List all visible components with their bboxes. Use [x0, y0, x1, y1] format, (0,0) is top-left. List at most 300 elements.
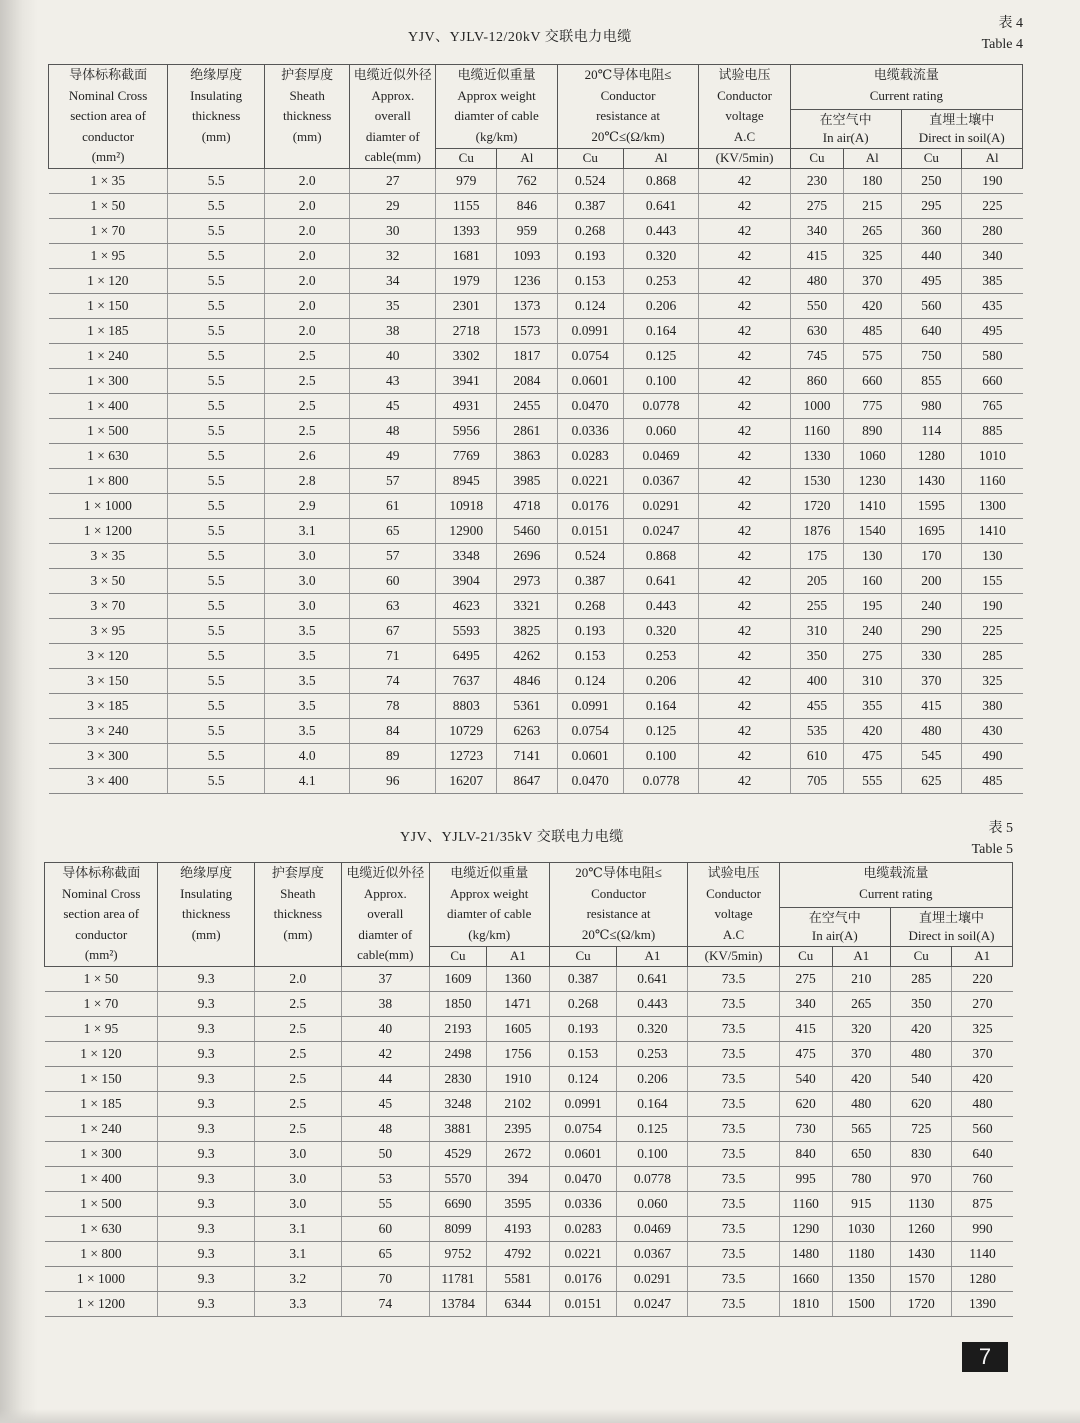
table-row	[49, 518, 1023, 543]
table-cell: 190	[962, 593, 1023, 618]
table4-label	[930, 13, 1023, 55]
table-cell: 73.5	[688, 1241, 779, 1266]
table-cell: 3.0	[254, 1141, 341, 1166]
table-cell: 180	[844, 168, 901, 193]
table-cell: 42	[699, 743, 791, 768]
table-cell: 275	[790, 193, 843, 218]
table-cell: 890	[844, 418, 901, 443]
header-soil-al: A1	[952, 947, 1013, 966]
table-cell: 34	[350, 268, 436, 293]
table-cell: 1010	[962, 443, 1023, 468]
header-test-voltage: 试验电压 Conductor voltage A.C	[688, 863, 779, 947]
table-cell: 10729	[436, 718, 497, 743]
header-sheath-thickness: 护套厚度 Sheath thickness (mm)	[254, 863, 341, 967]
header-weight-al: Al	[497, 149, 558, 168]
table-cell: 5.5	[168, 468, 265, 493]
table-row	[49, 293, 1023, 318]
table-cell: 1 × 150	[45, 1066, 158, 1091]
table-row	[45, 1291, 1013, 1316]
table-cell: 830	[890, 1141, 951, 1166]
table-cell: 1720	[790, 493, 843, 518]
table-cell: 12900	[436, 518, 497, 543]
table-cell: 2.9	[265, 493, 350, 518]
table-cell: 5.5	[168, 543, 265, 568]
table-cell: 2.5	[265, 393, 350, 418]
table-cell: 1 × 500	[49, 418, 168, 443]
table-cell: 0.193	[557, 243, 623, 268]
table-cell: 275	[844, 643, 901, 668]
header-insulating-thickness: 绝缘厚度 Insulating thickness (mm)	[168, 65, 265, 169]
table-cell: 4718	[497, 493, 558, 518]
table-cell: 380	[962, 693, 1023, 718]
table-cell: 340	[779, 991, 832, 1016]
header-cross-section: 导体标称截面 Nominal Cross section area of conductor (mm²)	[45, 863, 158, 967]
table-cell: 73.5	[688, 991, 779, 1016]
table-cell: 495	[962, 318, 1023, 343]
header-resistance-cu: Cu	[557, 149, 623, 168]
table-cell: 61	[350, 493, 436, 518]
table-cell: 0.0601	[557, 743, 623, 768]
table-cell: 71	[350, 643, 436, 668]
table-cell: 640	[952, 1141, 1013, 1166]
header-air-al: Al	[844, 149, 901, 168]
table-cell: 0.641	[617, 966, 688, 991]
header-weight-cu: Cu	[436, 149, 497, 168]
table-cell: 5.5	[168, 318, 265, 343]
table-cell: 130	[962, 543, 1023, 568]
table-cell: 959	[497, 218, 558, 243]
table-cell: 5.5	[168, 418, 265, 443]
header-current-rating: 电缆载流量 Current rating	[779, 863, 1012, 908]
table-cell: 9.3	[158, 1216, 254, 1241]
table-cell: 73.5	[688, 1016, 779, 1041]
table-cell: 660	[962, 368, 1023, 393]
header-air-cu: Cu	[790, 149, 843, 168]
table5-label-en: Table 5	[971, 842, 1013, 857]
table-cell: 0.268	[557, 593, 623, 618]
table-cell: 89	[350, 743, 436, 768]
table-cell: 0.153	[557, 643, 623, 668]
table-cell: 1093	[497, 243, 558, 268]
table-cell: 762	[497, 168, 558, 193]
table-cell: 42	[699, 593, 791, 618]
table-cell: 84	[350, 718, 436, 743]
table-cell: 0.443	[623, 218, 699, 243]
table-cell: 725	[890, 1116, 951, 1141]
table-cell: 57	[350, 468, 436, 493]
table-cell: 5.5	[168, 218, 265, 243]
table-cell: 42	[699, 493, 791, 518]
header-soil-al: Al	[962, 149, 1023, 168]
table-cell: 1 × 240	[45, 1116, 158, 1141]
table-cell: 3 × 400	[49, 768, 168, 793]
table-row	[45, 1141, 1013, 1166]
table-cell: 1573	[497, 318, 558, 343]
header-in-air: 在空气中 In air(A)	[790, 109, 901, 148]
table-cell: 0.253	[617, 1041, 688, 1066]
table-cell: 1 × 50	[49, 193, 168, 218]
table-cell: 3.1	[254, 1216, 341, 1241]
table-cell: 0.0367	[617, 1241, 688, 1266]
table-cell: 3 × 300	[49, 743, 168, 768]
table-cell: 225	[962, 193, 1023, 218]
table-cell: 70	[341, 1266, 429, 1291]
table-cell: 285	[890, 966, 951, 991]
table-cell: 42	[699, 218, 791, 243]
table-row	[45, 1091, 1013, 1116]
table-cell: 240	[844, 618, 901, 643]
table-cell: 0.0176	[549, 1266, 617, 1291]
table-cell: 290	[901, 618, 962, 643]
table-cell: 3.0	[265, 568, 350, 593]
table-cell: 2830	[429, 1066, 486, 1091]
table-cell: 610	[790, 743, 843, 768]
table-cell: 400	[790, 668, 843, 693]
table-cell: 1609	[429, 966, 486, 991]
table-cell: 846	[497, 193, 558, 218]
table-cell: 775	[844, 393, 901, 418]
table-cell: 485	[844, 318, 901, 343]
table-cell: 0.0151	[557, 518, 623, 543]
table-cell: 1 × 500	[45, 1191, 158, 1216]
table-cell: 3863	[497, 443, 558, 468]
table-row	[45, 1066, 1013, 1091]
table-cell: 3.3	[254, 1291, 341, 1316]
table-cell: 27	[350, 168, 436, 193]
table-cell: 5460	[497, 518, 558, 543]
table-cell: 73.5	[688, 1266, 779, 1291]
header-voltage-unit: (KV/5min)	[688, 947, 779, 966]
table-cell: 0.0754	[557, 343, 623, 368]
table-cell: 42	[699, 343, 791, 368]
table-cell: 1350	[832, 1266, 890, 1291]
table-cell: 420	[890, 1016, 951, 1041]
table-cell: 1480	[779, 1241, 832, 1266]
table-cell: 1280	[952, 1266, 1013, 1291]
table-cell: 310	[790, 618, 843, 643]
table-cell: 1 × 800	[45, 1241, 158, 1266]
table-cell: 0.0601	[549, 1141, 617, 1166]
table-cell: 74	[350, 668, 436, 693]
table-cell: 435	[962, 293, 1023, 318]
table-cell: 1 × 35	[49, 168, 168, 193]
table-cell: 385	[962, 268, 1023, 293]
table-cell: 44	[341, 1066, 429, 1091]
table-cell: 1570	[890, 1266, 951, 1291]
table-cell: 0.0367	[623, 468, 699, 493]
table-cell: 42	[699, 368, 791, 393]
table-cell: 0.206	[617, 1066, 688, 1091]
table-cell: 3985	[497, 468, 558, 493]
table-cell: 240	[901, 593, 962, 618]
table-cell: 60	[341, 1216, 429, 1241]
table-row	[49, 468, 1023, 493]
table-cell: 42	[699, 568, 791, 593]
table-cell: 310	[844, 668, 901, 693]
header-weight: 电缆近似重量 Approx weight diamter of cable (kg/km)	[436, 65, 557, 149]
table-cell: 3.5	[265, 718, 350, 743]
table-cell: 620	[890, 1091, 951, 1116]
table-cell: 2301	[436, 293, 497, 318]
table-row	[49, 543, 1023, 568]
table-cell: 3 × 35	[49, 543, 168, 568]
table-cell: 420	[844, 293, 901, 318]
table-cell: 1155	[436, 193, 497, 218]
table-cell: 1290	[779, 1216, 832, 1241]
table-cell: 415	[779, 1016, 832, 1041]
table5-label-cn: 表 5	[988, 821, 1013, 836]
header-resistance-al: A1	[617, 947, 688, 966]
table-cell: 9.3	[158, 991, 254, 1016]
header-voltage-unit: (KV/5min)	[699, 149, 791, 168]
table-cell: 0.125	[617, 1116, 688, 1141]
table-cell: 0.0247	[623, 518, 699, 543]
table-cell: 2102	[487, 1091, 550, 1116]
table-cell: 0.641	[623, 568, 699, 593]
table-cell: 3248	[429, 1091, 486, 1116]
table-cell: 3.1	[265, 518, 350, 543]
table-cell: 0.193	[557, 618, 623, 643]
table-cell: 0.0470	[557, 768, 623, 793]
table-cell: 4262	[497, 643, 558, 668]
table-cell: 1160	[962, 468, 1023, 493]
table-cell: 5.5	[168, 393, 265, 418]
header-weight-al: A1	[487, 947, 550, 966]
table-cell: 0.253	[623, 643, 699, 668]
table-cell: 1 × 95	[45, 1016, 158, 1041]
table-cell: 780	[832, 1166, 890, 1191]
table-cell: 0.320	[623, 243, 699, 268]
table-cell: 1 × 400	[45, 1166, 158, 1191]
table-cell: 42	[699, 468, 791, 493]
table-cell: 2.0	[265, 318, 350, 343]
table-row	[49, 218, 1023, 243]
table-cell: 350	[790, 643, 843, 668]
table-cell: 3 × 240	[49, 718, 168, 743]
table-cell: 765	[962, 393, 1023, 418]
table-cell: 160	[844, 568, 901, 593]
table-cell: 0.0291	[623, 493, 699, 518]
table-cell: 29	[350, 193, 436, 218]
table-cell: 360	[901, 218, 962, 243]
header-in-air: 在空气中 In air(A)	[779, 907, 890, 946]
table-cell: 0.0283	[557, 443, 623, 468]
table-cell: 42	[699, 718, 791, 743]
table-cell: 440	[901, 243, 962, 268]
table-cell: 2973	[497, 568, 558, 593]
table-cell: 550	[790, 293, 843, 318]
table-cell: 1471	[487, 991, 550, 1016]
table-cell: 8099	[429, 1216, 486, 1241]
table-cell: 1979	[436, 268, 497, 293]
table-cell: 3904	[436, 568, 497, 593]
table-cell: 5.5	[168, 168, 265, 193]
table-cell: 1 × 120	[49, 268, 168, 293]
table-cell: 3941	[436, 368, 497, 393]
table-cell: 5570	[429, 1166, 486, 1191]
table-cell: 1540	[844, 518, 901, 543]
table-cell: 995	[779, 1166, 832, 1191]
table-cell: 540	[779, 1066, 832, 1091]
table-cell: 660	[844, 368, 901, 393]
table-cell: 0.0283	[549, 1216, 617, 1241]
table-cell: 0.868	[623, 168, 699, 193]
table-cell: 42	[699, 268, 791, 293]
table-cell: 370	[952, 1041, 1013, 1066]
table-cell: 0.0221	[557, 468, 623, 493]
table-cell: 57	[350, 543, 436, 568]
table-row	[45, 1116, 1013, 1141]
table-cell: 2.0	[265, 268, 350, 293]
table-cell: 370	[901, 668, 962, 693]
table-cell: 0.0778	[623, 768, 699, 793]
table4	[48, 64, 1023, 794]
table-row	[49, 693, 1023, 718]
table-cell: 1681	[436, 243, 497, 268]
table-cell: 485	[962, 768, 1023, 793]
table-cell: 5956	[436, 418, 497, 443]
table-cell: 1 × 1200	[49, 518, 168, 543]
table-cell: 394	[487, 1166, 550, 1191]
table-cell: 200	[901, 568, 962, 593]
table-cell: 3.1	[254, 1241, 341, 1266]
table-cell: 1060	[844, 443, 901, 468]
table-cell: 0.164	[623, 693, 699, 718]
table-cell: 4792	[487, 1241, 550, 1266]
table-cell: 0.153	[557, 268, 623, 293]
table-cell: 3595	[487, 1191, 550, 1216]
table-cell: 225	[962, 618, 1023, 643]
table-cell: 650	[832, 1141, 890, 1166]
header-resistance: 20℃导体电阻≤ Conductor resistance at 20℃≤(Ω/km)	[557, 65, 699, 149]
table-cell: 5581	[487, 1266, 550, 1291]
table-row	[49, 343, 1023, 368]
table-cell: 1 × 185	[49, 318, 168, 343]
table-cell: 9.3	[158, 1091, 254, 1116]
table-cell: 9.3	[158, 1041, 254, 1066]
table-cell: 1130	[890, 1191, 951, 1216]
table-cell: 370	[844, 268, 901, 293]
table-cell: 4623	[436, 593, 497, 618]
table-cell: 0.0778	[617, 1166, 688, 1191]
table-cell: 285	[962, 643, 1023, 668]
table-cell: 5.5	[168, 293, 265, 318]
table-cell: 5.5	[168, 593, 265, 618]
table-cell: 1810	[779, 1291, 832, 1316]
table-cell: 475	[779, 1041, 832, 1066]
table-cell: 5.5	[168, 193, 265, 218]
table-cell: 430	[962, 718, 1023, 743]
table-cell: 2455	[497, 393, 558, 418]
table-row	[45, 1041, 1013, 1066]
table-cell: 0.0469	[617, 1216, 688, 1241]
table-cell: 3 × 70	[49, 593, 168, 618]
table-row	[49, 718, 1023, 743]
table-cell: 42	[699, 418, 791, 443]
table-cell: 3 × 95	[49, 618, 168, 643]
table-cell: 1390	[952, 1291, 1013, 1316]
table-cell: 480	[890, 1041, 951, 1066]
table-cell: 2.5	[254, 1041, 341, 1066]
table-cell: 43	[350, 368, 436, 393]
table-row	[49, 318, 1023, 343]
table-cell: 5.5	[168, 693, 265, 718]
table-cell: 2.0	[254, 966, 341, 991]
table-cell: 7637	[436, 668, 497, 693]
table-cell: 5.5	[168, 643, 265, 668]
table-cell: 5.5	[168, 368, 265, 393]
table-row	[45, 991, 1013, 1016]
table-cell: 42	[699, 393, 791, 418]
table-cell: 0.124	[557, 293, 623, 318]
table-cell: 30	[350, 218, 436, 243]
table-cell: 2084	[497, 368, 558, 393]
table-cell: 3.5	[265, 618, 350, 643]
table-cell: 2.0	[265, 293, 350, 318]
table-cell: 7769	[436, 443, 497, 468]
table-cell: 3.5	[265, 693, 350, 718]
table-cell: 1530	[790, 468, 843, 493]
table-cell: 2672	[487, 1141, 550, 1166]
table-cell: 42	[699, 768, 791, 793]
table-cell: 0.0336	[549, 1191, 617, 1216]
table-cell: 4931	[436, 393, 497, 418]
table-cell: 2.5	[254, 1116, 341, 1141]
table-row	[45, 966, 1013, 991]
table-cell: 0.443	[623, 593, 699, 618]
table-cell: 480	[952, 1091, 1013, 1116]
table5	[44, 862, 1013, 1317]
table-cell: 545	[901, 743, 962, 768]
table-cell: 355	[844, 693, 901, 718]
table-cell: 13784	[429, 1291, 486, 1316]
table-cell: 38	[341, 991, 429, 1016]
table-row	[49, 243, 1023, 268]
table-cell: 295	[901, 193, 962, 218]
table-cell: 8803	[436, 693, 497, 718]
table-cell: 480	[832, 1091, 890, 1116]
table-cell: 3.5	[265, 668, 350, 693]
table-cell: 1430	[901, 468, 962, 493]
table-cell: 730	[779, 1116, 832, 1141]
table-cell: 1 × 300	[49, 368, 168, 393]
table-row	[49, 668, 1023, 693]
table-cell: 53	[341, 1166, 429, 1191]
table-cell: 0.0336	[557, 418, 623, 443]
table-row	[49, 418, 1023, 443]
table-cell: 49	[350, 443, 436, 468]
table-cell: 78	[350, 693, 436, 718]
table-cell: 2.8	[265, 468, 350, 493]
table-cell: 1300	[962, 493, 1023, 518]
table-cell: 0.125	[623, 718, 699, 743]
table-cell: 4846	[497, 668, 558, 693]
table-cell: 420	[832, 1066, 890, 1091]
table-row	[49, 393, 1023, 418]
table-cell: 215	[844, 193, 901, 218]
table-cell: 750	[901, 343, 962, 368]
table-cell: 270	[952, 991, 1013, 1016]
table-cell: 2498	[429, 1041, 486, 1066]
header-overall-diameter: 电缆近似外径 Approx. overall diamter of cable(mm)	[341, 863, 429, 967]
table-cell: 74	[341, 1291, 429, 1316]
table-cell: 3321	[497, 593, 558, 618]
table-cell: 475	[844, 743, 901, 768]
table-cell: 5.5	[168, 668, 265, 693]
table-cell: 575	[844, 343, 901, 368]
table-cell: 970	[890, 1166, 951, 1191]
table-cell: 5.5	[168, 268, 265, 293]
